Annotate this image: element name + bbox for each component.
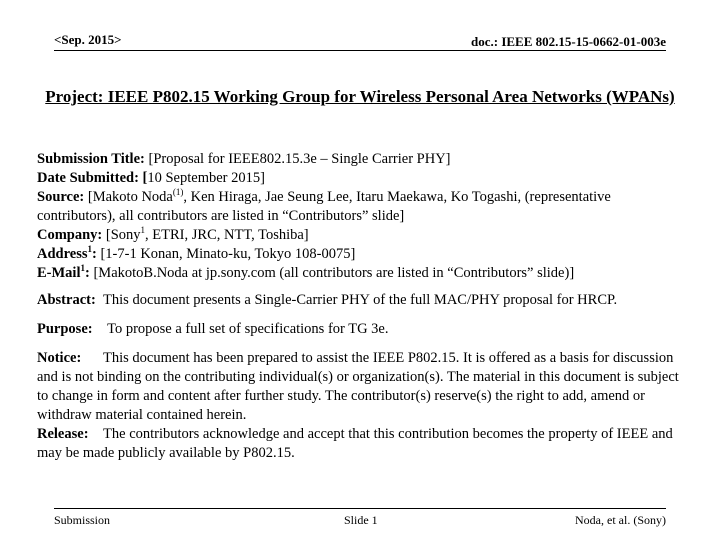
company-value-a: [Sony	[102, 227, 141, 243]
address-superscript: 1	[87, 244, 92, 255]
source-superscript: (1)	[172, 187, 184, 198]
abstract-text: This document presents a Single-Carrier PHY of the full MAC/PHY proposal for HRCP.	[103, 292, 618, 308]
email-superscript: 1	[80, 263, 85, 274]
header-doc-id: doc.: IEEE 802.15-15-0662-01-003e	[471, 34, 666, 49]
purpose-text: To propose a full set of specifications for TG 3e.	[107, 321, 389, 337]
footer-right: Noda, et al. (Sony)	[575, 513, 666, 527]
address-colon: :	[92, 246, 97, 262]
notice-text: This document has been prepared to assist the IEEE P802.15. It is offered as a basis for discussion and is not binding on the contributing individual(s) or organization(s). The material in this document is subject to change in form and content after further study. The contributor(s) reserve(s) the right to add, amend or withdraw material contained herein.	[37, 350, 679, 423]
abstract-line	[37, 291, 685, 310]
header-date: <Sep. 2015>	[54, 32, 122, 47]
submission-title-value: [Proposal for IEEE802.15.3e – Single Carrier PHY]	[144, 151, 451, 167]
notice-paragraph	[37, 349, 685, 425]
page-title: Project: IEEE P802.15 Working Group for Wireless Personal Area Networks (WPANs)	[45, 87, 675, 106]
purpose-label: Purpose:	[37, 321, 93, 337]
email-line	[37, 264, 685, 283]
company-label: Company:	[37, 227, 103, 243]
email-colon: :	[85, 265, 90, 281]
date-submitted-line	[37, 169, 685, 188]
release-text: The contributors acknowledge and accept that this contribution becomes the property of IEEE and may be made publicly available by P802.15.	[37, 426, 673, 461]
date-submitted-value: 10 September 2015]	[147, 170, 265, 186]
release-paragraph	[37, 425, 685, 463]
release-label: Release:	[37, 426, 89, 442]
source-line	[37, 188, 685, 226]
email-label: E-Mail	[37, 265, 81, 281]
email-value: [MakotoB.Noda at jp.sony.com (all contributors are listed in “Contributors” slide)]	[89, 265, 575, 281]
header-rule	[54, 50, 666, 51]
company-superscript: 1	[140, 225, 146, 236]
footer-left: Submission	[54, 513, 111, 527]
address-line	[37, 245, 685, 264]
notice-label: Notice:	[37, 350, 82, 366]
source-value-a: [Makoto Noda	[84, 189, 173, 205]
purpose-line	[37, 320, 685, 339]
address-value: [1-7-1 Konan, Minato-ku, Tokyo 108-0075]	[96, 246, 356, 262]
date-submitted-label: Date Submitted: [	[37, 170, 148, 186]
abstract-label: Abstract:	[37, 292, 96, 308]
source-value-b: , Ken Hiraga, Jae Seung Lee, Itaru Maekawa, Ko Togashi, (representative contributors), all contributors are listed in “Contributors” slide]	[37, 189, 611, 224]
company-line	[37, 226, 685, 245]
company-value-b: , ETRI, JRC, NTT, Toshiba]	[145, 227, 309, 243]
address-label: Address	[37, 246, 88, 262]
submission-title-label: Submission Title:	[37, 151, 145, 167]
footer-slide-number: Slide 1	[344, 513, 378, 527]
submission-title-line	[37, 150, 685, 169]
document-body	[37, 150, 685, 463]
footer-rule	[54, 508, 666, 509]
source-label: Source:	[37, 189, 85, 205]
